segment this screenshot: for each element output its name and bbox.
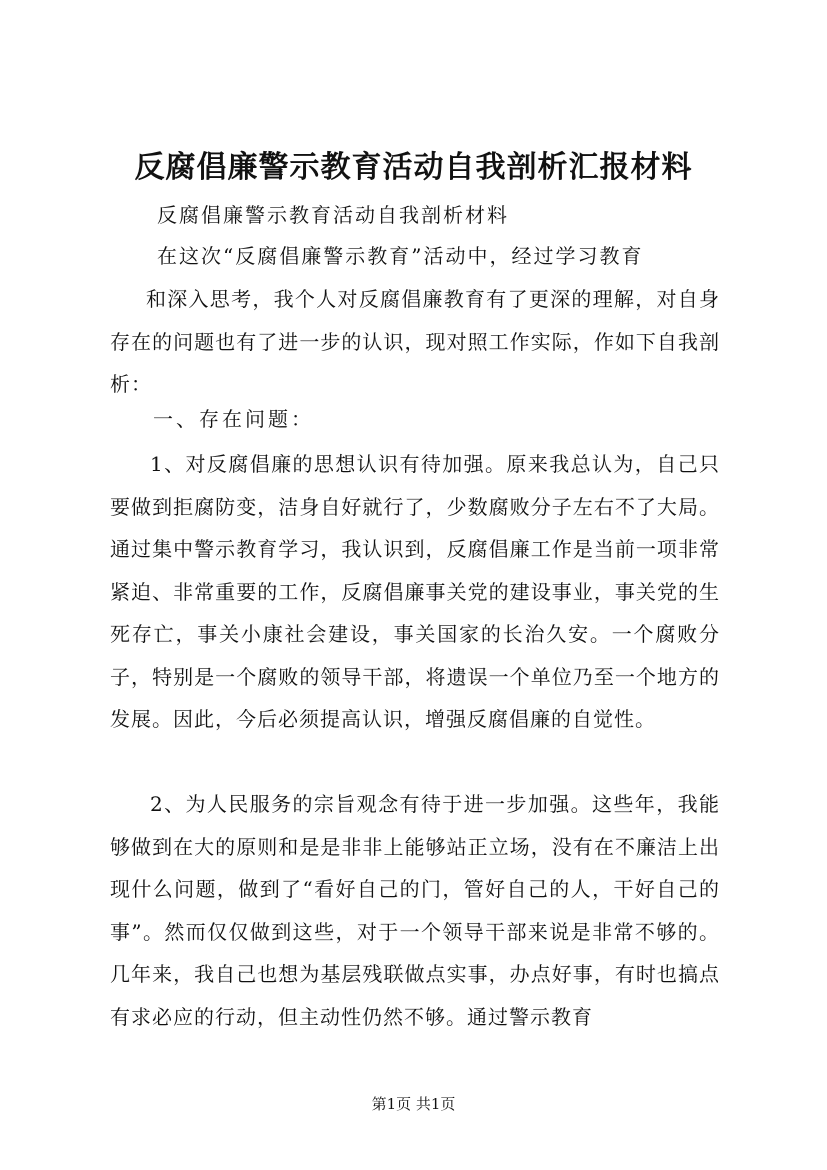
lead-line: 在这次“反腐倡廉警示教育”活动中，经过学习教育 [157,244,644,268]
section-heading: 一、存在问题： [153,407,314,431]
paragraph-2-text: 1、对反腐倡廉的思想认识有待加强。原来我总认为，自己只要做到拒腐防变，洁身自好就行了，少数腐败分子左右不了大局。通过集中警示教育学习，我认识到，反腐倡廉工作是当前一项非常紧迫、非常重要的工作，反腐倡廉事关党的建设事业，事关党的生死存亡，事关小康社会建设，事关国家的长治久安。一个腐败分子，特别是一个腐败的领导干部，将遗误一个单位乃至一个地方的发展。因此，今后必须提高认识，增强反腐倡廉的自觉性。 [110,452,720,731]
paragraph-1-text: 和深入思考，我个人对反腐倡廉教育有了更深的理解，对自身存在的问题也有了进一步的认识，现对照工作实际，作如下自我剖析： [110,287,720,396]
paragraph-3 [110,783,720,1038]
paragraph-3-text: 2、为人民服务的宗旨观念有待于进一步加强。这些年，我能够做到在大的原则和是是非非上能够站正立场，没有在不廉洁上出现什么问题，做到了“看好自己的门，管好自己的人，干好自己的事”。然而仅仅做到这些，对于一个领导干部来说是非常不够的。几年来，我自己也想为基层残联做点实事，办点好事，有时也搞点有求必应的行动，但主动性仍然不够。通过警示教育 [110,792,720,1029]
paragraph-2 [110,443,720,741]
document-title: 反腐倡廉警示教育活动自我剖析汇报材料 [134,150,693,185]
page-number-footer: 第1页 共1页 [371,1095,456,1113]
paragraph-1 [110,278,720,406]
document-subtitle: 反腐倡廉警示教育活动自我剖析材料 [157,203,509,227]
